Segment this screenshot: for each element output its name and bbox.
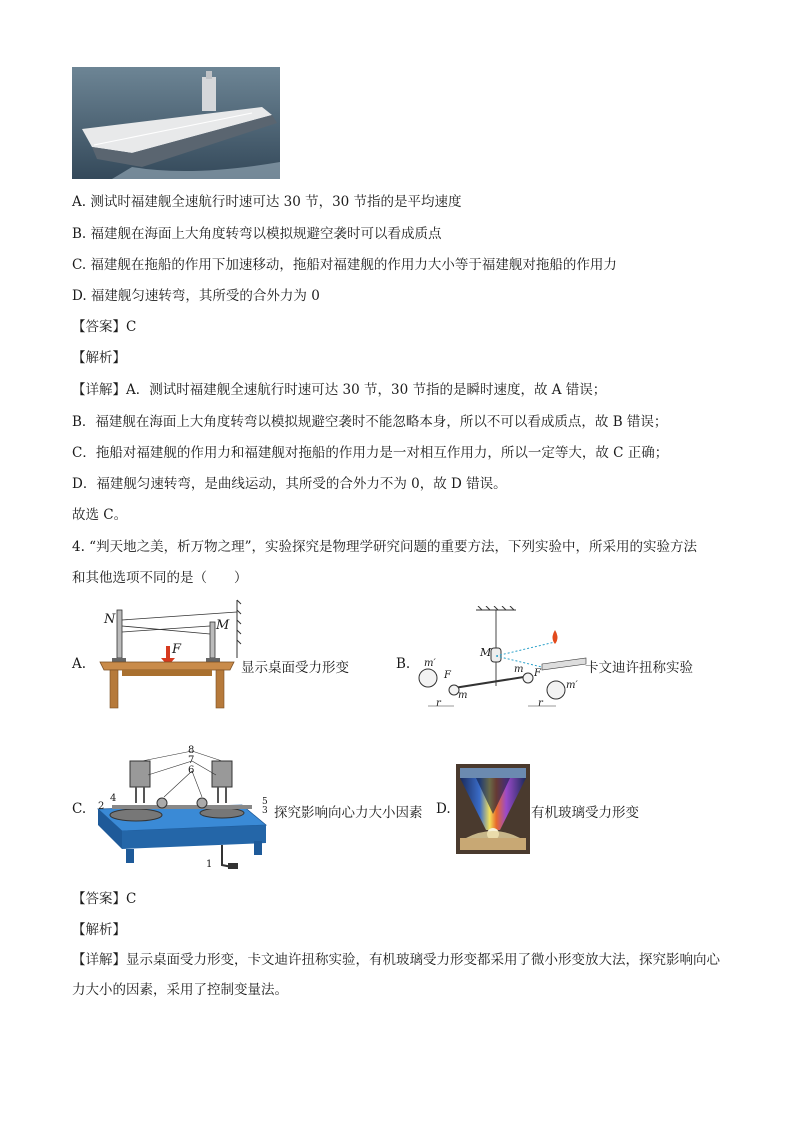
figure-b-cavendish-torsion xyxy=(410,606,590,716)
q3-analysis-heading: 【解析】 xyxy=(72,350,126,366)
q4-stem-line2: 和其他选项不同的是（ ） xyxy=(72,570,248,586)
figure-b-label-f-left: F xyxy=(444,670,451,681)
q4-stem-line1: 4. “判天地之美，析万物之理”，实验探究是物理学研究问题的重要方法，下列实验中，所采用的实验方法 xyxy=(72,539,697,555)
figure-c-label-5: 5 xyxy=(262,797,268,807)
figure-c-label-3: 3 xyxy=(262,806,268,816)
q4-answer: 【答案】C xyxy=(72,891,137,907)
q3-option-d: D. 福建舰匀速转弯，其所受的合外力为 0 xyxy=(72,288,320,304)
figure-a-label-n: N xyxy=(104,612,116,627)
q4-analysis-heading: 【解析】 xyxy=(72,922,126,938)
figure-c-centripetal-apparatus xyxy=(92,745,274,873)
q4-option-c-letter: C. xyxy=(72,801,87,817)
figure-a-desk-deformation xyxy=(92,598,242,710)
figure-b-label-m-right: m xyxy=(514,664,524,675)
figure-c-label-7: 7 xyxy=(188,755,195,766)
q3-option-c: C. 福建舰在拖船的作用下加速移动，拖船对福建舰的作用力大小等于福建舰对拖船的作用力 xyxy=(72,257,617,273)
figure-a-label-f: F xyxy=(172,642,182,657)
q3-detail-c: C．拖船对福建舰的作用力和福建舰对拖船的作用力是一对相互作用力，所以一定等大，故 C 正确； xyxy=(72,445,669,461)
figure-a-label-m: M xyxy=(216,618,230,633)
q4-option-b-letter: B. xyxy=(396,656,411,672)
q4-detail: 【详解】显示桌面受力形变，卡文迪许扭称实验，有机玻璃受力形变都采用了微小形变放大法，探究影响向心力大小的因素，采用了控制变量法。 xyxy=(72,952,720,998)
figure-b-label-r-left: r xyxy=(436,698,441,709)
figure-d-photoelastic-glass xyxy=(456,764,530,854)
figure-b-label-m-left: m xyxy=(458,690,468,701)
q3-conclusion: 故选 C。 xyxy=(72,507,128,523)
q4-option-c-caption: 探究影响向心力大小因素 xyxy=(274,805,423,821)
q4-option-b-caption: 卡文迪许扭称实验 xyxy=(585,660,693,676)
figure-c-label-2: 2 xyxy=(98,801,105,812)
q3-detail-b: B．福建舰在海面上大角度转弯以模拟规避空袭时不能忽略本身，所以不可以看成质点，故 B 错误； xyxy=(72,414,668,430)
figure-b-label-f-right: F xyxy=(534,668,541,679)
figure-c-label-6: 6 xyxy=(188,765,195,776)
q4-option-d-caption: 有机玻璃受力形变 xyxy=(531,805,639,821)
figure-b-label-mprime-left: m′ xyxy=(424,658,436,669)
figure-b-label-m-upper: M xyxy=(480,646,492,659)
q3-answer: 【答案】C xyxy=(72,319,137,335)
q3-option-b: B. 福建舰在海面上大角度转弯以模拟规避空袭时可以看成质点 xyxy=(72,226,442,242)
q3-option-a: A. 测试时福建舰全速航行时速可达 30 节，30 节指的是平均速度 xyxy=(72,194,462,210)
q4-option-a-letter: A. xyxy=(72,656,87,672)
figure-b-label-mprime-right: m′ xyxy=(566,680,578,691)
q4-option-d-letter: D. xyxy=(436,801,451,817)
aircraft-carrier-photo xyxy=(72,67,280,179)
q4-option-a-caption: 显示桌面受力形变 xyxy=(241,660,349,676)
figure-c-label-4: 4 xyxy=(110,793,117,804)
figure-c-label-8: 8 xyxy=(188,745,195,756)
figure-c-label-1: 1 xyxy=(206,859,213,870)
q3-detail-a: 【详解】A．测试时福建舰全速航行时速可达 30 节，30 节指的是瞬时速度，故 A 错误； xyxy=(72,382,607,398)
figure-b-label-r-right: r xyxy=(538,698,543,709)
q3-detail-d: D．福建舰匀速转弯，是曲线运动，其所受的合外力不为 0，故 D 错误。 xyxy=(72,476,507,492)
